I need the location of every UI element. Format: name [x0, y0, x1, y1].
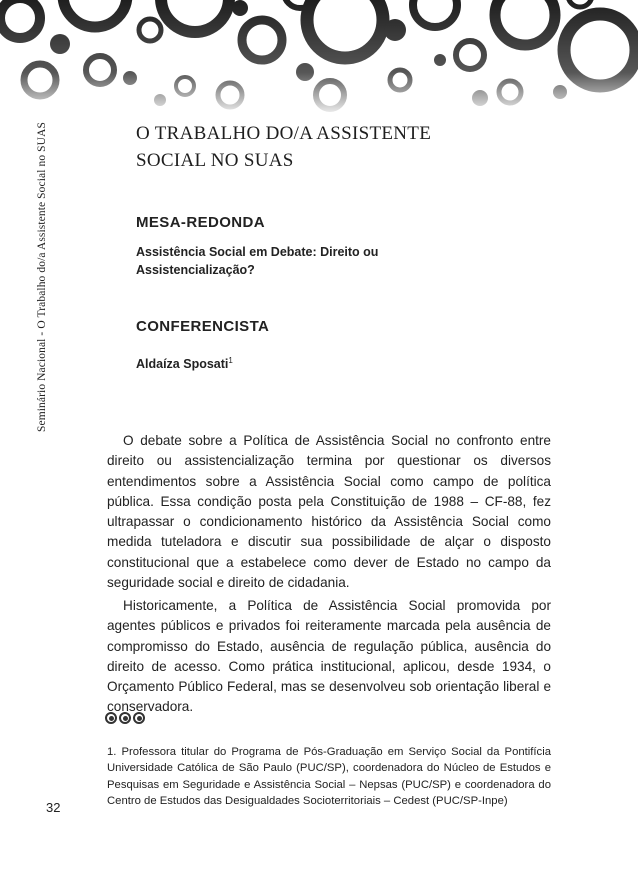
ornament-circle-icon	[105, 712, 117, 724]
footnote: 1. Professora titular do Programa de Pós-Graduação em Serviço Social da Pontifícia Universidade Católica de São Paulo (PUC/SP), coordenadora do Núcleo de Estudos e Pesquisas em Seguridade e Assistência Social – Nepsas (PUC/SP) e coordenadora do Centro de Estudos das Desigualdades Socioterritoriais – Cedest (PUC/SP-Inpe)	[107, 746, 551, 808]
page-number: 32	[46, 800, 61, 815]
paragraph-2: Historicamente, a Política de Assistência Social promovida por agentes públicos e privados foi reiteramente marcada pela ausência de compromisso do Estado, ausência de regulação pública, ausência do direito de acesso. Como prática institucional, aplicou, desde 1934, o Orçamento Público Federal, mas se desenvolveu sob orientação liberal e conservadora.	[107, 598, 551, 715]
circles-pattern-graphic	[0, 0, 638, 112]
session-title-line-1: Assistência Social em Debate: Direito ou	[136, 245, 379, 259]
footnote-marker: 1	[228, 356, 233, 365]
section-heading-conferencista: CONFERENCISTA	[136, 318, 270, 335]
session-title-line-2: Assistencialização?	[136, 263, 255, 277]
title-line-1: O TRABALHO DO/A ASSISTENTE	[136, 123, 432, 144]
article-title	[136, 120, 431, 174]
running-head-vertical: Seminário Nacional - O Trabalho do/a Assistente Social no SUAS	[36, 122, 48, 432]
session-title	[136, 243, 378, 279]
paragraph-1: O debate sobre a Política de Assistência Social no confronto entre direito ou assistencialização termina por questionar os diversos entendimentos sobre a Assistência Social como campo de política pública. Essa condição posta pela Constituição de 1988 – CF-88, fez ultrapassar o condicionamento histórico da Assistência Social como medida tuteladora e discutir sua possibilidade de alçar o disposto constitucional que a estabelece como dever de Estado no campo da seguridade social e direito de cidadania.	[107, 433, 551, 591]
body-text-2	[107, 596, 551, 718]
speaker-name: Aldaíza Sposati	[136, 357, 229, 372]
section-heading-mesa-redonda: MESA-REDONDA	[136, 214, 265, 231]
ornament-circle-icon	[133, 712, 145, 724]
decorative-circles-banner	[0, 0, 638, 112]
section-ornament	[105, 712, 145, 724]
speaker-name-line	[136, 352, 233, 373]
body-text	[107, 431, 551, 593]
ornament-circle-icon	[119, 712, 131, 724]
title-line-2: SOCIAL NO SUAS	[136, 150, 294, 171]
